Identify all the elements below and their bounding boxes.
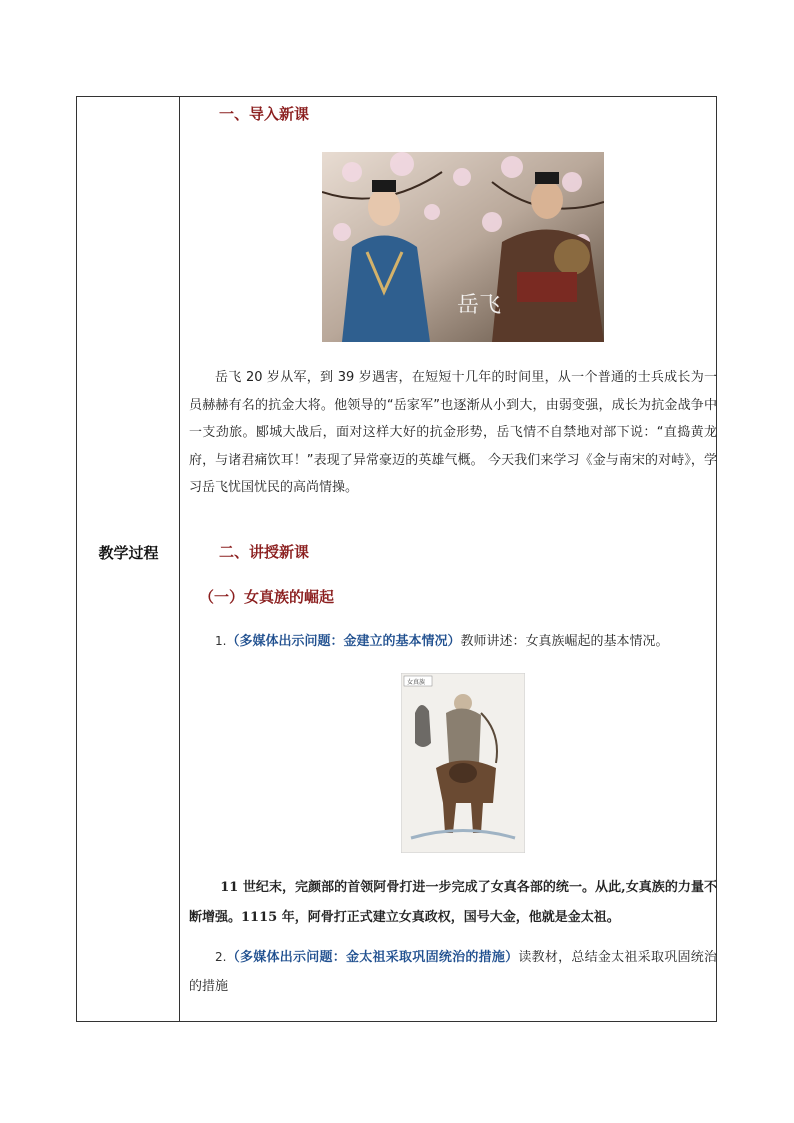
section-title-intro: 一、导入新课: [219, 105, 310, 123]
lesson-table: [76, 96, 717, 1022]
item-1: [215, 630, 668, 649]
subsection-title-jurchen: （一）女真族的崛起: [199, 588, 335, 606]
item-1-highlight: （多媒体出示问题：金建立的基本情况）: [226, 634, 461, 649]
item-2-text: 读教材，总结金太祖采取巩固统治的措施: [189, 950, 717, 994]
item-2: [189, 943, 717, 1001]
yue-fei-photo: [322, 152, 604, 342]
jurchen-illustration: [401, 673, 525, 853]
yue-fei-caption: 岳飞: [457, 293, 502, 318]
item-1-number: 1.: [215, 634, 227, 648]
section-title-new-lesson: 二、讲授新课: [219, 543, 310, 561]
jurchen-rise-paragraph: 11 世纪末，完颜部的首领阿骨打进一步完成了女真各部的统一。从此,女真族的力量不断增强。1115 年，阿骨打正式建立女真政权，国号大金，他就是金太祖。: [189, 880, 717, 925]
jurchen-label: 女真族: [407, 679, 426, 686]
item-2-highlight: （多媒体出示问题：金太祖采取巩固统治的措施）: [226, 950, 519, 965]
content-cell: [181, 97, 716, 1021]
left-header-cell: [77, 97, 180, 1021]
item-1-text: 教师讲述：女真族崛起的基本情况。: [460, 634, 669, 649]
teaching-process-label: 教学过程: [98, 544, 159, 562]
item-2-number: 2.: [215, 950, 227, 964]
intro-paragraph: 岳飞 20 岁从军，到 39 岁遇害，在短短十几年的时间里，从一个普通的士兵成长为一员赫赫有名的抗金大将。他领导的“岳家军”也逐渐从小到大，由弱变强，成长为抗金战争中一支劲旅。郾城大战后，面对这样大好的抗金形势，岳飞情不自禁地对部下说：“直捣黄龙府，与诸君痛饮耳！”表现了异常豪迈的英雄气概。 今天我们来学习《金与南宋的对峙》，学习岳飞忧国忧民的高尚情操。: [189, 370, 717, 495]
